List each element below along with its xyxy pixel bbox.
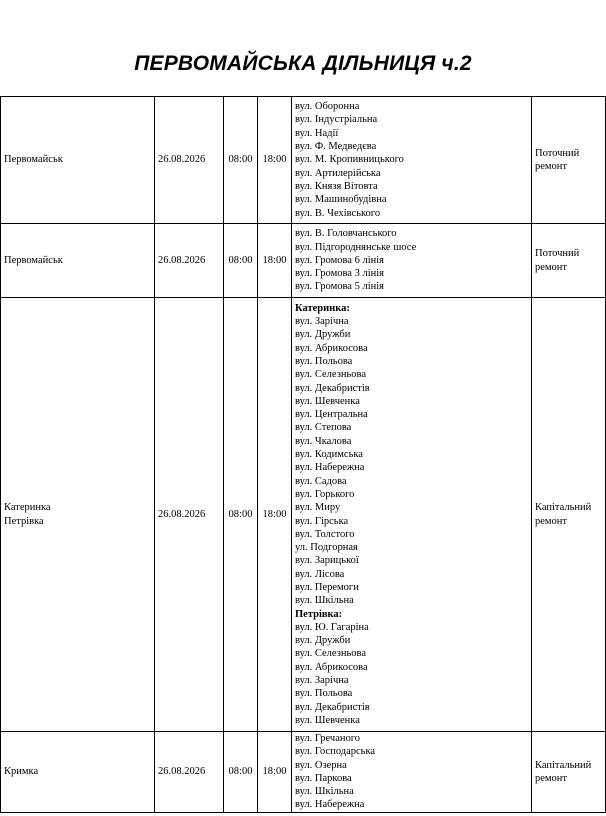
street-item: вул. В. Чехівського bbox=[295, 207, 381, 219]
street-item: вул. Ф. Медведєва bbox=[295, 141, 377, 153]
work-type-text: Капітальний bbox=[535, 502, 592, 514]
start-time-cell: 08:00 bbox=[224, 298, 258, 732]
street-item: вул. Зарічна bbox=[295, 316, 349, 328]
street-item: вул. Садова bbox=[295, 475, 347, 487]
street-item: вул. Надії bbox=[295, 127, 339, 139]
location-cell bbox=[1, 224, 155, 298]
street-item: вул. Центральна bbox=[295, 409, 368, 421]
street-item: вул. Миру bbox=[295, 502, 341, 514]
work-type-cell bbox=[532, 224, 606, 298]
location-name: Петрівка bbox=[4, 515, 44, 527]
street-item: вул. Громова 3 лінія bbox=[295, 268, 384, 280]
location-name: Первомайськ bbox=[4, 254, 63, 266]
street-item: вул. Машинобудівна bbox=[295, 194, 387, 206]
streets-cell bbox=[292, 224, 532, 298]
street-item: вул. М. Кропивницького bbox=[295, 154, 404, 166]
location-cell bbox=[1, 732, 155, 813]
start-time-cell: 08:00 bbox=[224, 97, 258, 224]
street-item: вул. Толстого bbox=[295, 528, 355, 540]
street-item: вул. Зарицької bbox=[295, 555, 359, 567]
work-type-cell bbox=[532, 97, 606, 224]
settlement-heading: Катеринка: bbox=[295, 302, 350, 314]
street-item: вул. Дружби bbox=[295, 329, 351, 341]
street-item: вул. Шевченка bbox=[295, 714, 360, 726]
work-type-cell bbox=[532, 732, 606, 813]
street-item: вул. Селезньова bbox=[295, 648, 366, 660]
date-cell: 26.08.2026 bbox=[155, 224, 224, 298]
street-item: вул. Степова bbox=[295, 422, 352, 434]
date-cell: 26.08.2026 bbox=[155, 732, 224, 813]
end-time-cell: 18:00 bbox=[258, 732, 292, 813]
streets-cell bbox=[292, 298, 532, 732]
street-item: вул. Декабристів bbox=[295, 382, 370, 394]
date-cell: 26.08.2026 bbox=[155, 298, 224, 732]
street-item: вул. Артилерійська bbox=[295, 167, 381, 179]
start-time-cell: 08:00 bbox=[224, 224, 258, 298]
street-item: вул. Дружби bbox=[295, 635, 351, 647]
street-item: вул. Польова bbox=[295, 688, 353, 700]
street-item: вул. Шевченка bbox=[295, 395, 360, 407]
street-item: вул. Польова bbox=[295, 355, 353, 367]
location-name: Первомайськ bbox=[4, 154, 63, 166]
table-row bbox=[1, 732, 606, 813]
date-cell: 26.08.2026 bbox=[155, 97, 224, 224]
location-cell bbox=[1, 97, 155, 224]
end-time-cell: 18:00 bbox=[258, 97, 292, 224]
street-item: вул. Абрикосова bbox=[295, 661, 368, 673]
work-type-cell bbox=[532, 298, 606, 732]
street-item: вул. Князя Вітовта bbox=[295, 180, 378, 192]
street-item: вул. Чкалова bbox=[295, 435, 352, 447]
street-item: вул. Господарська bbox=[295, 746, 376, 758]
street-item: вул. Набережна bbox=[295, 799, 365, 811]
settlement-heading: Петрівка: bbox=[295, 608, 343, 620]
location-name: Катеринка bbox=[4, 502, 51, 514]
street-item: вул. Набережна bbox=[295, 462, 365, 474]
work-type-text: Поточний bbox=[535, 248, 580, 260]
streets-cell bbox=[292, 97, 532, 224]
street-item: вул. Кодимська bbox=[295, 449, 363, 461]
street-item: вул. Декабристів bbox=[295, 701, 370, 713]
work-type-text: Капітальний bbox=[535, 759, 592, 771]
street-item: вул. Гречаного bbox=[295, 733, 361, 744]
street-item: вул. Паркова bbox=[295, 772, 352, 784]
end-time-cell: 18:00 bbox=[258, 298, 292, 732]
location-name: Кримка bbox=[4, 766, 39, 778]
street-item: ул. Подгорная bbox=[295, 542, 358, 554]
street-item: вул. Абрикосова bbox=[295, 342, 368, 354]
street-item: вул. В. Головчанського bbox=[295, 228, 397, 240]
page-title: ПЕРВОМАЙСЬКА ДІЛЬНИЦЯ ч.2 bbox=[134, 52, 472, 75]
street-item: вул. Перемоги bbox=[295, 581, 359, 593]
table-row bbox=[1, 224, 606, 298]
table-row bbox=[1, 97, 606, 224]
streets-cell bbox=[292, 732, 532, 813]
end-time-cell: 18:00 bbox=[258, 224, 292, 298]
work-type-text: ремонт bbox=[535, 161, 568, 172]
street-item: вул. Гірська bbox=[295, 515, 349, 527]
street-item: вул. Озерна bbox=[295, 759, 347, 771]
street-item: вул. Зарічна bbox=[295, 675, 349, 687]
street-item: вул. Ю. Гагаріна bbox=[295, 621, 369, 633]
street-item: вул. Шкільна bbox=[295, 595, 354, 607]
outage-schedule-table bbox=[0, 96, 606, 813]
street-item: вул. Горького bbox=[295, 488, 355, 500]
table-row bbox=[1, 298, 606, 732]
work-type-text: Поточний bbox=[535, 147, 580, 159]
street-item: вул. Громова 5 лінія bbox=[295, 281, 384, 293]
street-item: вул. Лісова bbox=[295, 568, 345, 580]
street-item: вул. Шкільна bbox=[295, 786, 354, 798]
street-item: вул. Підгороднянське шосе bbox=[295, 241, 417, 253]
work-type-text: ремонт bbox=[535, 515, 568, 527]
work-type-text: ремонт bbox=[535, 261, 568, 273]
work-type-text: ремонт bbox=[535, 772, 568, 784]
location-cell bbox=[1, 298, 155, 732]
street-item: вул. Громова 6 лінія bbox=[295, 254, 384, 266]
street-item: вул. Індустріальна bbox=[295, 114, 378, 126]
street-item: вул. Селезньова bbox=[295, 369, 366, 381]
start-time-cell: 08:00 bbox=[224, 732, 258, 813]
street-item: вул. Оборонна bbox=[295, 101, 360, 113]
